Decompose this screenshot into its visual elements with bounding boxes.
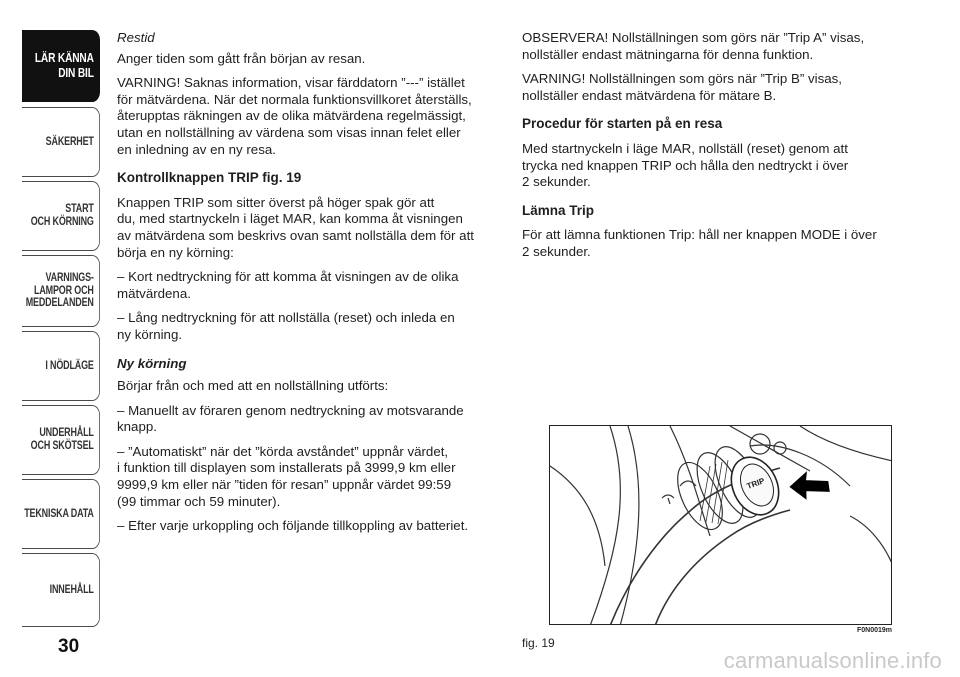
arrow-icon bbox=[789, 470, 830, 501]
observe-trip-a: OBSERVERA! Nollställningen som görs när ”Trip A” visas, nollställer endast mätningarna för denna funktion. bbox=[522, 30, 865, 62]
watermark: carmanualsonline.info bbox=[723, 648, 942, 673]
leave-trip-text: För att lämna funktionen Trip: håll ner knappen MODE i över 2 sekunder. bbox=[522, 227, 877, 259]
tab-lar-kanna-din-bil[interactable]: LÄR KÄNNA DIN BIL bbox=[22, 30, 100, 102]
left-column bbox=[117, 30, 502, 543]
tab-tekniska-data[interactable]: TEKNISKA DATA bbox=[22, 479, 100, 549]
long-press-item: – Lång nedtryckning för att nollställa (reset) och inleda en ny körning. bbox=[117, 310, 455, 342]
manual-reset-item: – Manuellt av föraren genom nedtryckning av motsvarande knapp. bbox=[117, 402, 464, 435]
procedure-heading: Procedur för starten på en resa bbox=[522, 116, 723, 132]
trip-stalk-illustration bbox=[550, 426, 892, 625]
right-column bbox=[522, 30, 902, 269]
restid-text: Anger tiden som gått från början av resan. bbox=[117, 50, 366, 66]
tab-start-och-korning[interactable]: START OCH KÖRNING bbox=[22, 181, 100, 251]
figure-code: F0N0019m bbox=[856, 627, 892, 634]
tab-underhall-och-skotsel[interactable]: UNDERHÅLL OCH SKÖTSEL bbox=[22, 405, 100, 475]
figure-trip-stalk bbox=[549, 425, 892, 625]
automatic-reset-item: – ”Automatiskt” när det ”körda avståndet” uppnår värdet, i funktion till displayen som installerats på 3999,9 km eller 9999,9 km eller när ”tiden för resan” uppnår värdet 99:59 (99 timmar och 59 minuter). bbox=[117, 443, 456, 509]
new-trip-text: Börjar från och med att en nollställning utförts: bbox=[117, 378, 389, 394]
tab-varningslampor[interactable]: VARNINGS- LAMPOR OCH MEDDELANDEN bbox=[22, 255, 100, 327]
figure-caption: fig. 19 bbox=[522, 636, 555, 650]
tab-sakerhet[interactable]: SÄKERHET bbox=[22, 107, 100, 177]
section-tabs bbox=[0, 0, 104, 630]
short-press-item: – Kort nedtryckning för att komma åt visningen av de olika mätvärdena. bbox=[117, 269, 459, 301]
battery-reset-item: – Efter varje urkoppling och följande tillkoppling av batteriet. bbox=[117, 518, 469, 534]
trip-button-heading: Kontrollknappen TRIP fig. 19 bbox=[117, 170, 302, 186]
page-number: 30 bbox=[58, 636, 80, 657]
tab-i-nodlage[interactable]: I NÖDLÄGE bbox=[22, 331, 100, 401]
restid-heading: Restid bbox=[117, 30, 155, 45]
warning-text: VARNING! Saknas information, visar färddatorn ”---” istället för mätvärdena. När det normala funktionsvillkoret återställs, återupptas räkningen av de olika mätvärdena regelmässigt, utan en nollställning av värdena som visas innan felet eller en inledning av en ny resa. bbox=[117, 75, 472, 157]
trip-button-text: Knappen TRIP som sitter överst på höger spak gör att du, med startnyckeln i läget MAR, kan komma åt visningen av mätvärdena som beskrivs ovan samt nollställa dem för att börja en ny körning: bbox=[117, 194, 474, 260]
procedure-text: Med startnyckeln i läge MAR, nollställ (reset) genom att trycka ned knappen TRIP och hålla den nedtryckt i över 2 sekunder. bbox=[522, 140, 849, 190]
warning-trip-b: VARNING! Nollställningen som görs när ”Trip B” visas, nollställer endast mätvärdena för mätare B. bbox=[522, 71, 842, 103]
new-trip-heading: Ny körning bbox=[117, 355, 187, 371]
tab-innehall[interactable]: INNEHÅLL bbox=[22, 553, 100, 627]
leave-trip-heading: Lämna Trip bbox=[522, 202, 595, 218]
trip-button-label: TRIP bbox=[745, 476, 766, 491]
trip-button-graphic bbox=[722, 450, 787, 523]
